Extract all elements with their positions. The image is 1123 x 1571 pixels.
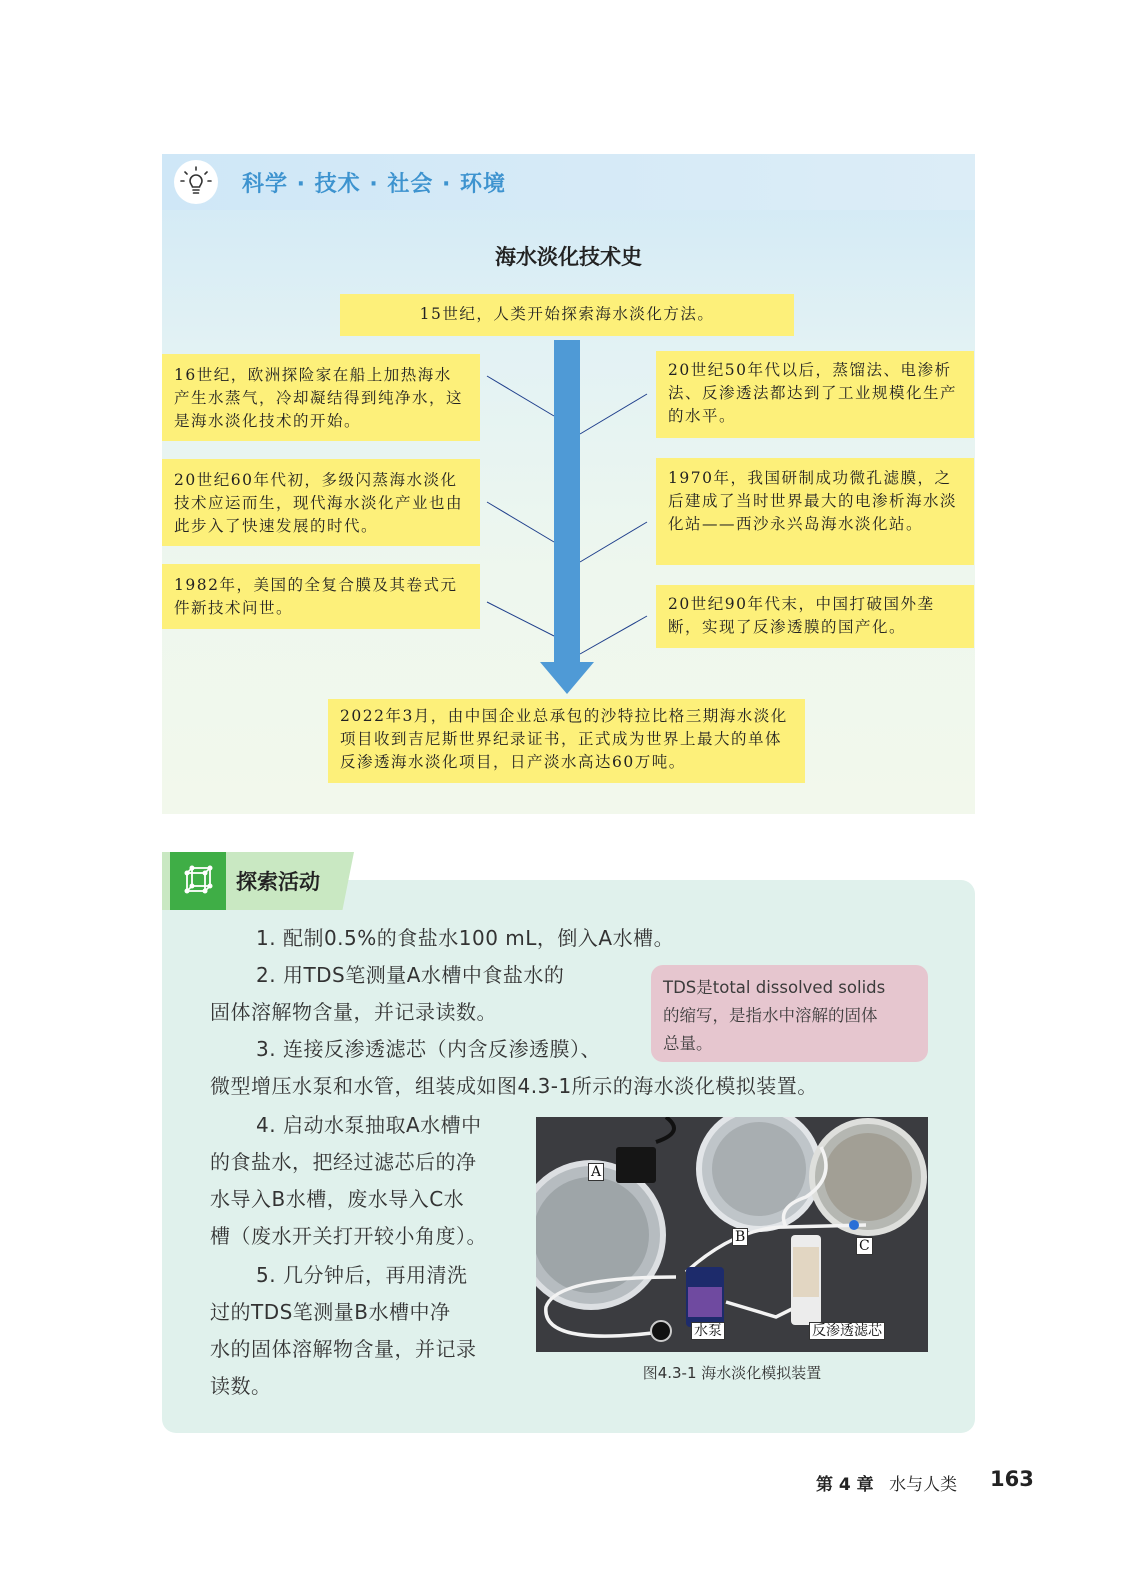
label-pump: 水泵 (691, 1322, 725, 1340)
step-2-text-line2: 固体溶解物含量，并记录读数。 (210, 1000, 497, 1024)
connector-line (580, 522, 647, 562)
step-2-text-line1: 2. 用TDS笔测量A水槽中食盐水的 (256, 963, 565, 987)
timeline-event-right-1: 20世纪50年代以后，蒸馏法、电渗析法、反渗透法都达到了工业规模化生产的水平。 (656, 351, 974, 438)
molecule-cube-icon (170, 852, 226, 910)
step-4-text-line4: 槽（废水开关打开较小角度）。 (210, 1224, 487, 1248)
step-4-text-line2: 的食盐水，把经过滤芯后的净 (210, 1150, 477, 1174)
page-number: 163 (990, 1467, 1034, 1491)
note-line: 的缩写，是指水中溶解的固体 (663, 1006, 878, 1025)
step-1-text: 1. 配制0.5%的食盐水100 mL，倒入A水槽。 (256, 926, 675, 950)
step-3-text-line2: 微型增压水泵和水管，组装成如图4.3-1所示的海水淡化模拟装置。 (210, 1074, 818, 1098)
stse-section-title: 科学 · 技术 · 社会 · 环境 (242, 172, 507, 197)
note-line: 总量。 (663, 1034, 713, 1053)
timeline-event-left-2: 20世纪60年代初，多级闪蒸海水淡化技术应运而生，现代海水淡化产业也由此步入了快速发展的时代。 (162, 459, 480, 546)
connector-line (487, 502, 554, 542)
arrow-head (540, 662, 594, 694)
timeline-event-right-2: 1970年，我国研制成功微孔滤膜，之后建成了当时世界最大的电渗析海水淡化站——西沙永兴岛海水淡化站。 (656, 458, 974, 565)
label-b: B (732, 1228, 748, 1246)
connector-line (487, 602, 554, 636)
step-4-text-line1: 4. 启动水泵抽取A水槽中 (256, 1113, 482, 1137)
label-filter: 反渗透滤芯 (809, 1322, 885, 1340)
explore-title: 探索活动 (236, 870, 320, 894)
step-5-text-line4: 读数。 (210, 1374, 272, 1398)
label-a: A (588, 1163, 604, 1181)
timeline-event-top: 15世纪，人类开始探索海水淡化方法。 (340, 294, 794, 336)
apparatus-photo (536, 1117, 928, 1352)
connector-line (580, 616, 647, 654)
step-4-text-line3: 水导入B水槽，废水导入C水 (210, 1187, 465, 1211)
step-5-text-line1: 5. 几分钟后，再用清洗 (256, 1263, 468, 1287)
step-3-text-line1: 3. 连接反渗透滤芯（内含反渗透膜）、 (256, 1037, 601, 1061)
timeline-event-bottom: 2022年3月，由中国企业总承包的沙特拉比格三期海水淡化项目收到吉尼斯世界纪录证书，正式成为世界上最大的单体反渗透海水淡化项目，日产淡水高达60万吨。 (328, 699, 805, 783)
timeline-event-left-1: 16世纪，欧洲探险家在船上加热海水产生水蒸气，冷却凝结得到纯净水，这是海水淡化技术的开始。 (162, 354, 480, 441)
chapter-number: 第 4 章 (816, 1475, 874, 1495)
label-c: C (856, 1237, 873, 1255)
figure-caption: 图4.3-1 海水淡化模拟装置 (642, 1364, 822, 1382)
tds-note-box (651, 965, 928, 1062)
timeline-event-left-3: 1982年，美国的全复合膜及其卷式元件新技术问世。 (162, 564, 480, 629)
arrow-shaft (554, 340, 580, 662)
footer-chapter (816, 1470, 957, 1495)
stse-panel (162, 154, 975, 814)
timeline-event-right-3: 20世纪90年代末，中国打破国外垄断，实现了反渗透膜的国产化。 (656, 585, 974, 648)
connector-line (487, 376, 554, 416)
timeline-title: 海水淡化技术史 (495, 244, 642, 269)
note-line: TDS是total dissolved solids (663, 978, 886, 997)
step-5-text-line2: 过的TDS笔测量B水槽中净 (210, 1300, 451, 1324)
connector-line (580, 394, 647, 434)
chapter-title: 水与人类 (889, 1475, 958, 1495)
step-5-text-line3: 水的固体溶解物含量，并记录 (210, 1337, 477, 1361)
